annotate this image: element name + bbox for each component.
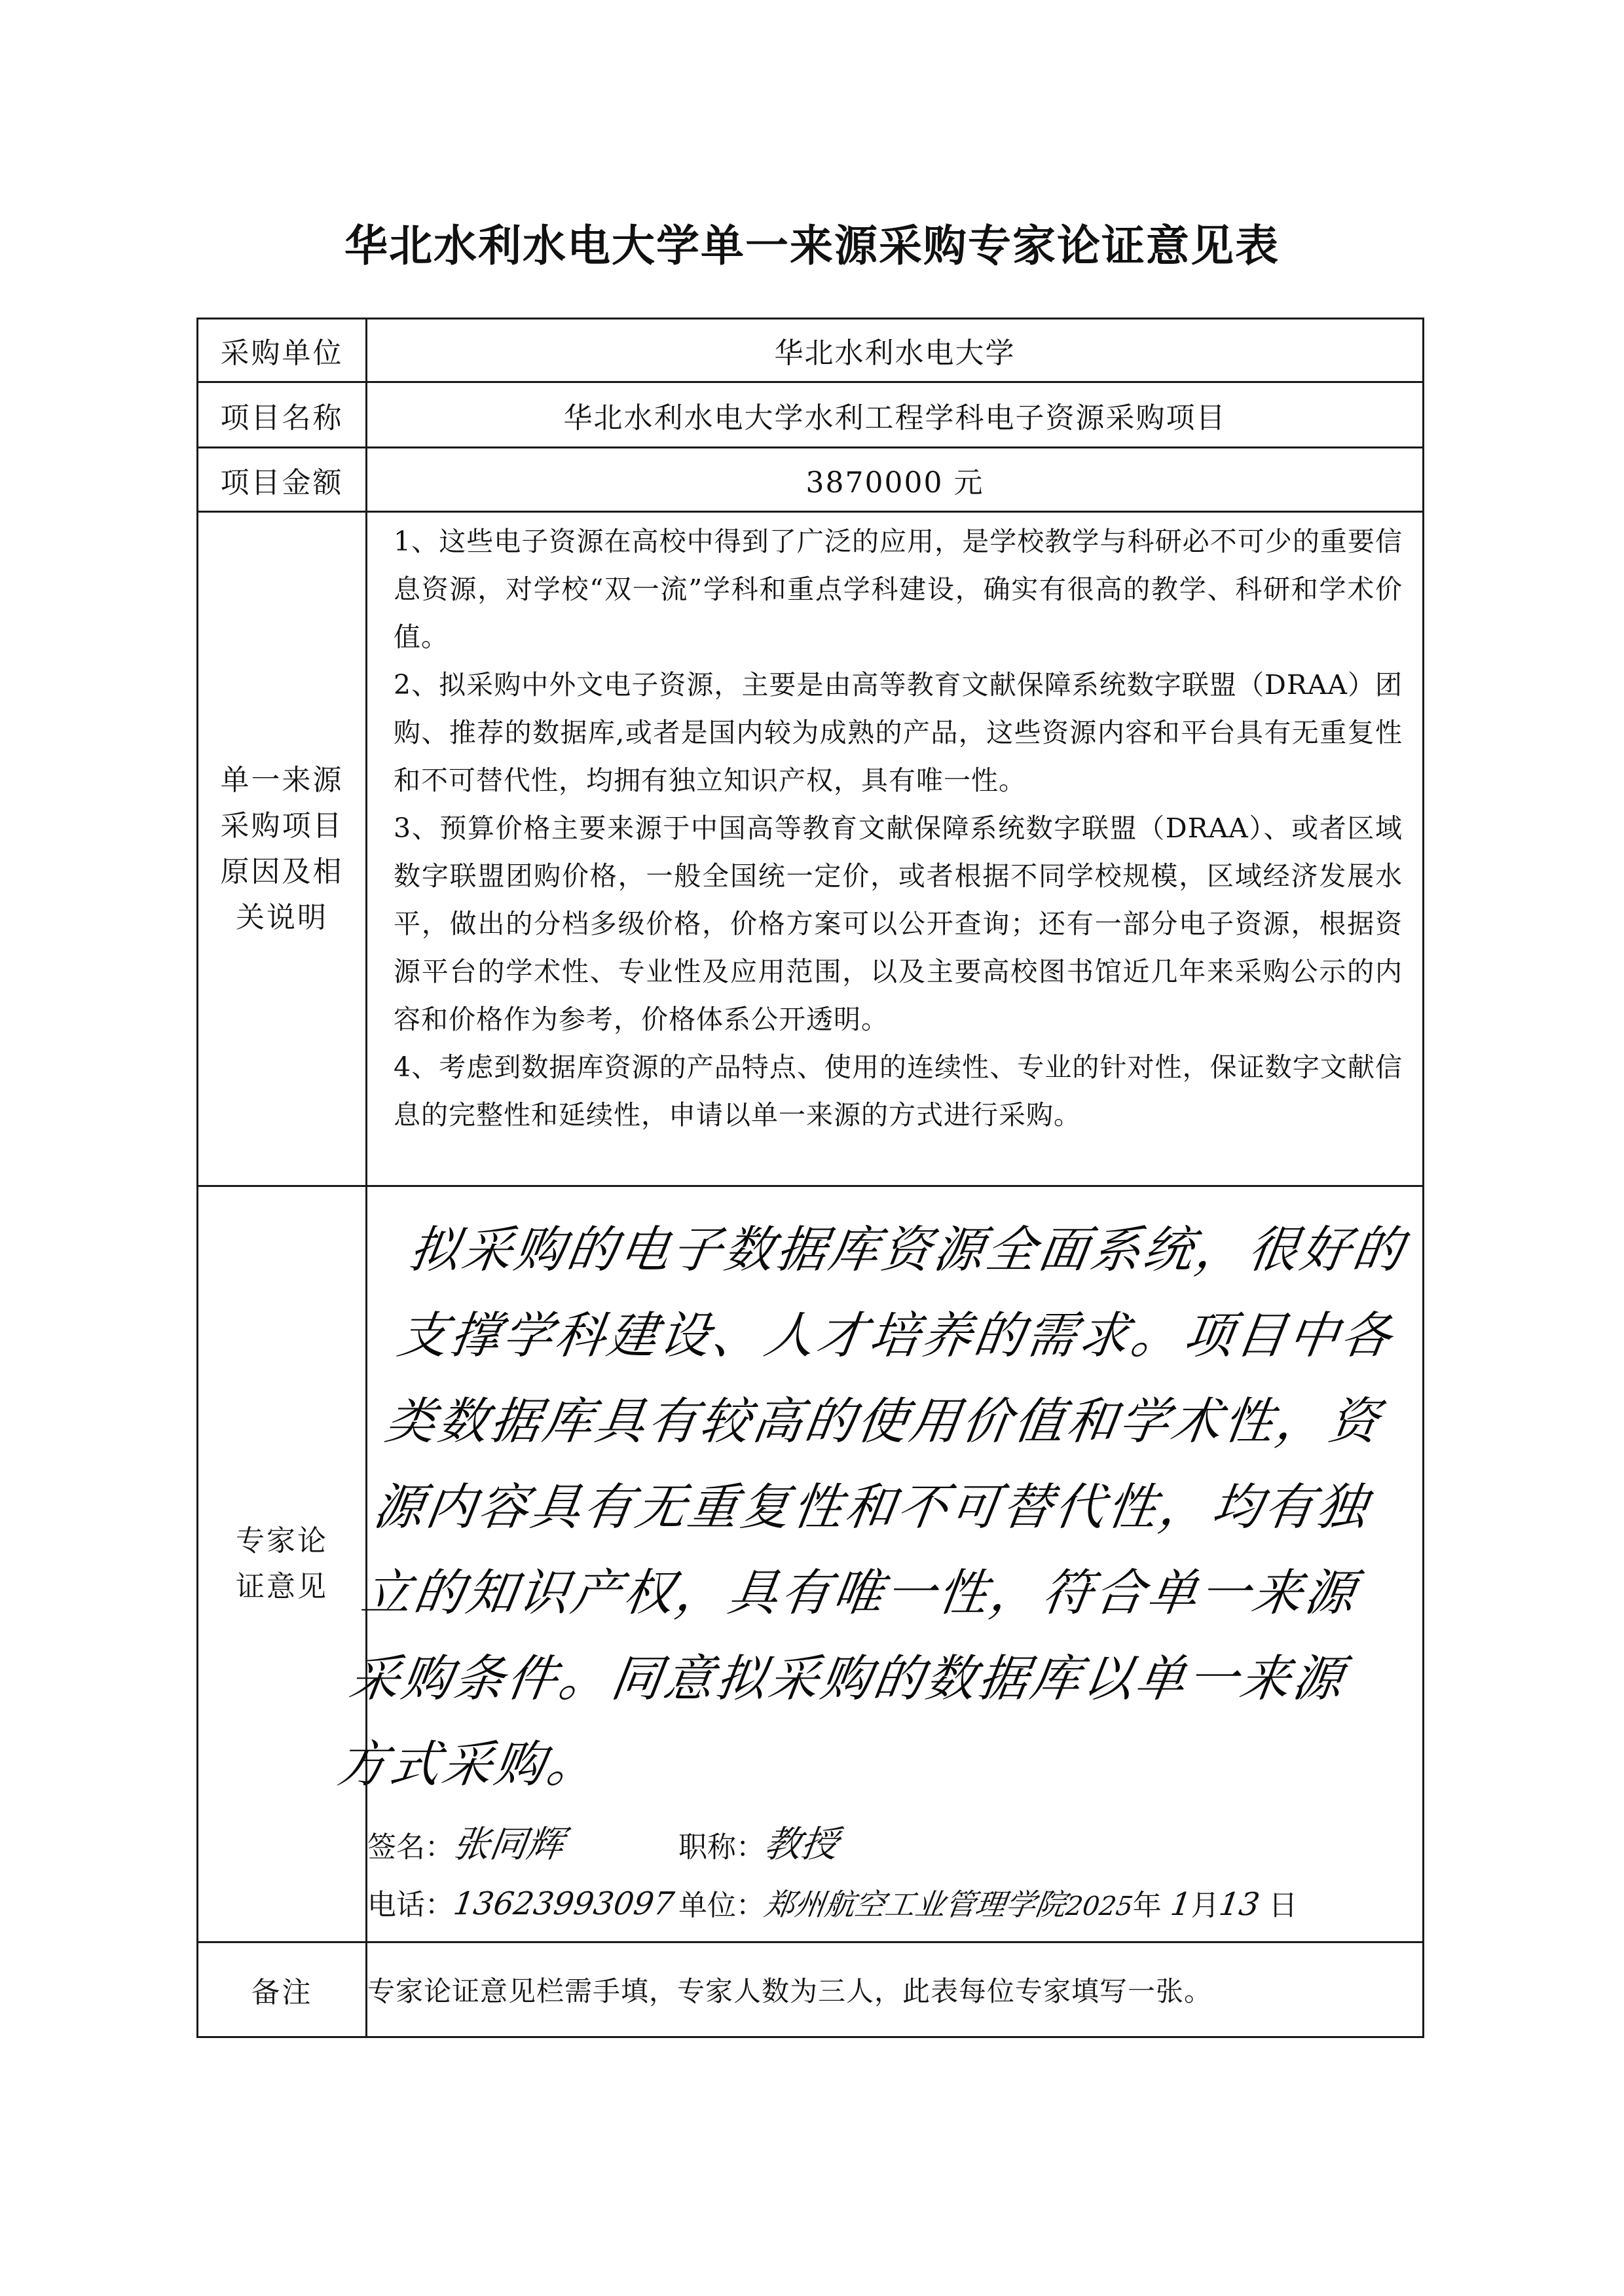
project-amount-value: 3870000 元 (367, 448, 1424, 512)
remarks-label: 备注 (198, 1942, 367, 2037)
reason-paragraph-3: 3、预算价格主要来源于中国高等教育文献保障系统数字联盟（DRAA）、或者区域数字联盟团购价格，一般全国统一定价，或者根据不同学校规模，区域经济发展水平，做出的分档多级价格，价格方案可以公开查询；还有一部分电子资源，根据资源平台的学术性、专业性及应用范围，以及主要高校图书馆近几年来采购公示的内容和价格作为参考，价格体系公开透明。 (394, 812, 1403, 1035)
project-name-value: 华北水利水电大学水利工程学科电子资源采购项目 (367, 382, 1424, 448)
signature-value: 张同辉 (450, 1823, 566, 1866)
job-title-field (678, 1815, 841, 1868)
purchaser-label: 采购单位 (198, 319, 367, 382)
unit-label: 单位： (678, 1889, 765, 1922)
reason-paragraph-2: 2、拟采购中外文电子资源，主要是由高等教育文献保障系统数字联盟（DRAA）团购、推荐的数据库,或者是国内较为成熟的产品，这些资源内容和平台具有无重复性和不可替代性，均拥有独立知识产权，具有唯一性。 (394, 669, 1403, 796)
date-month-value: 1 (1168, 1886, 1194, 1923)
unit-value: 郑州航空工业管理学院 (762, 1887, 1069, 1922)
project-amount-label: 项目金额 (198, 448, 367, 512)
project-name-label: 项目名称 (198, 382, 367, 448)
reason-label-text: 单一来源采购项目原因及相关说明 (220, 763, 344, 934)
phone-field (367, 1881, 674, 1923)
form-table (196, 318, 1424, 2036)
opinion-content (333, 1186, 1424, 1942)
unit-field (678, 1881, 1297, 1924)
reason-paragraph-4: 4、考虑到数据库资源的产品特点、使用的连续性、专业的针对性，保证数字文献信息的完整性和延续性，申请以单一来源的方式进行采购。 (394, 1051, 1403, 1131)
reason-paragraph-1: 1、这些电子资源在高校中得到了广泛的应用，是学校教学与科研必不可少的重要信息资源，对学校“双一流”学科和重点学科建设，确实有很高的教学、科研和学术价值。 (394, 526, 1403, 653)
phone-value: 13623993097 (451, 1886, 676, 1922)
job-title-value: 教授 (761, 1823, 841, 1866)
reason-label (198, 512, 367, 1186)
opinion-label-text: 专家论证意见 (236, 1524, 328, 1603)
phone-label: 电话： (367, 1888, 454, 1922)
opinion-label (198, 1186, 367, 1942)
remarks-value: 专家论证意见栏需手填，专家人数为三人，此表每位专家填写一张。 (367, 1942, 1424, 2037)
purchaser-value: 华北水利水电大学 (367, 319, 1424, 382)
page-title: 华北水利水电大学单一来源采购专家论证意见表 (344, 221, 1280, 271)
handwritten-opinion: 拟采购的电子数据库资源全面系统，很好的支撑学科建设、人才培养的需求。项目中各类数据库具有较高的使用价值和学术性，资源内容具有无重复性和不可替代性，均有独立的知识产权，具有唯一性，符合单一来源采购条件。同意拟采购的数据库以单一来源方式采购。 (333, 1220, 1410, 1793)
signature-field (367, 1815, 564, 1868)
date-day-value: 13 (1217, 1886, 1263, 1923)
date-year-unit: 年 (1132, 1889, 1162, 1922)
date-year-value: 2025 (1063, 1891, 1135, 1922)
reason-content (367, 512, 1424, 1186)
date-day-unit: 日 (1268, 1889, 1298, 1922)
date-month-unit: 月 (1190, 1889, 1220, 1922)
job-title-label: 职称： (678, 1831, 765, 1864)
signature-label: 签名： (367, 1831, 454, 1864)
